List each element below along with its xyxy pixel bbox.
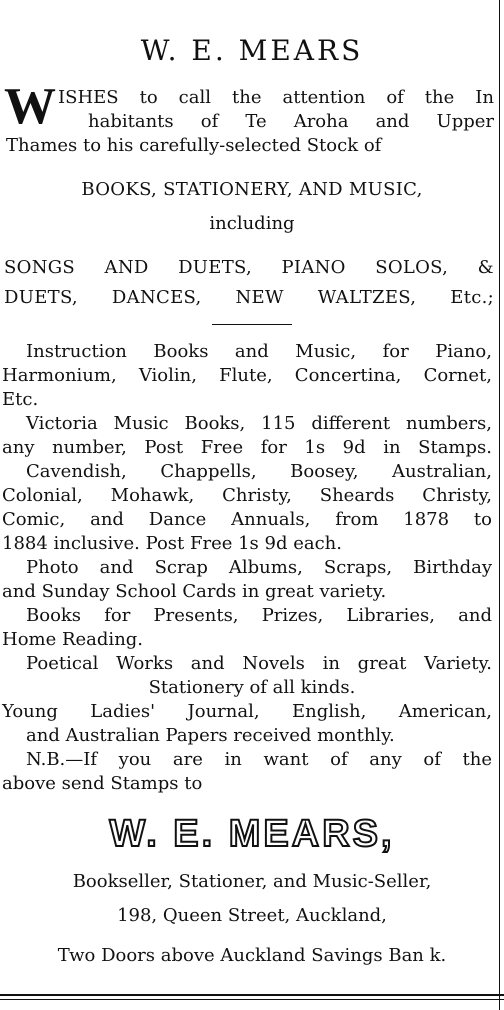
bottom-rule-2: [0, 999, 504, 1000]
body-line-3: Etc.: [2, 389, 39, 410]
body-line-2: Harmonium, Violin, Flute, Concertina, Cornet,: [2, 365, 492, 386]
headline: BOOKS, STATIONERY, AND MUSIC,: [81, 179, 423, 200]
advertiser-signature: W. E. MEARS,: [109, 813, 395, 855]
body-line-4: Victoria Music Books, 115 different numbers,: [26, 413, 492, 434]
drop-cap-letter: W: [4, 78, 56, 135]
body-line-15: Stationery of all kinds.: [148, 677, 356, 698]
body-line-9: 1884 inclusive. Post Free 1s 9d each.: [2, 533, 342, 554]
body-line-13: Home Reading.: [2, 629, 144, 650]
body-line-12: Books for Presents, Prizes, Libraries, and: [26, 605, 492, 626]
body-line-1: Instruction Books and Music, for Piano,: [26, 341, 492, 362]
body-line-7: Colonial, Mohawk, Christy, Sheards Christy,: [2, 485, 492, 506]
body-line-5: any number, Post Free for 1s 9d in Stamps.: [2, 437, 492, 458]
location-line: Two Doors above Auckland Savings Ban k.: [57, 945, 447, 966]
bottom-rule-1: [0, 994, 504, 996]
body-line-18: N.B.—If you are in want of any of the: [26, 749, 492, 770]
intro-line-2: habitants of Te Aroha and Upper: [88, 111, 494, 132]
advertiser-title: W. E. MEARS: [140, 34, 364, 67]
body-line-11: and Sunday School Cards in great variety.: [2, 581, 387, 602]
column-edge-rule: [499, 0, 500, 1010]
body-line-16: Young Ladies' Journal, English, American,: [2, 701, 492, 722]
address-line: 198, Queen Street, Auckland,: [117, 905, 387, 926]
body-line-14: Poetical Works and Novels in great Variety.: [26, 653, 492, 674]
intro-line-1: ISHES to call the attention of the In: [58, 87, 494, 108]
body-line-6: Cavendish, Chappells, Boosey, Australian,: [26, 461, 492, 482]
body-line-17: and Australian Papers received monthly.: [26, 725, 395, 746]
including-text: including: [209, 213, 295, 234]
body-line-19: above send Stamps to: [2, 773, 203, 794]
songs-line-2: DUETS, DANCES, NEW WALTZES, Etc.;: [4, 287, 494, 308]
trade-line: Bookseller, Stationer, and Music-Seller,: [72, 871, 432, 892]
songs-line-1: SONGS AND DUETS, PIANO SOLOS, &: [4, 257, 494, 278]
body-line-10: Photo and Scrap Albums, Scraps, Birthday: [26, 557, 492, 578]
body-line-8: Comic, and Dance Annuals, from 1878 to: [2, 509, 492, 530]
intro-line-3: Thames to his carefully-selected Stock of: [6, 135, 382, 156]
divider-short: [212, 324, 292, 325]
